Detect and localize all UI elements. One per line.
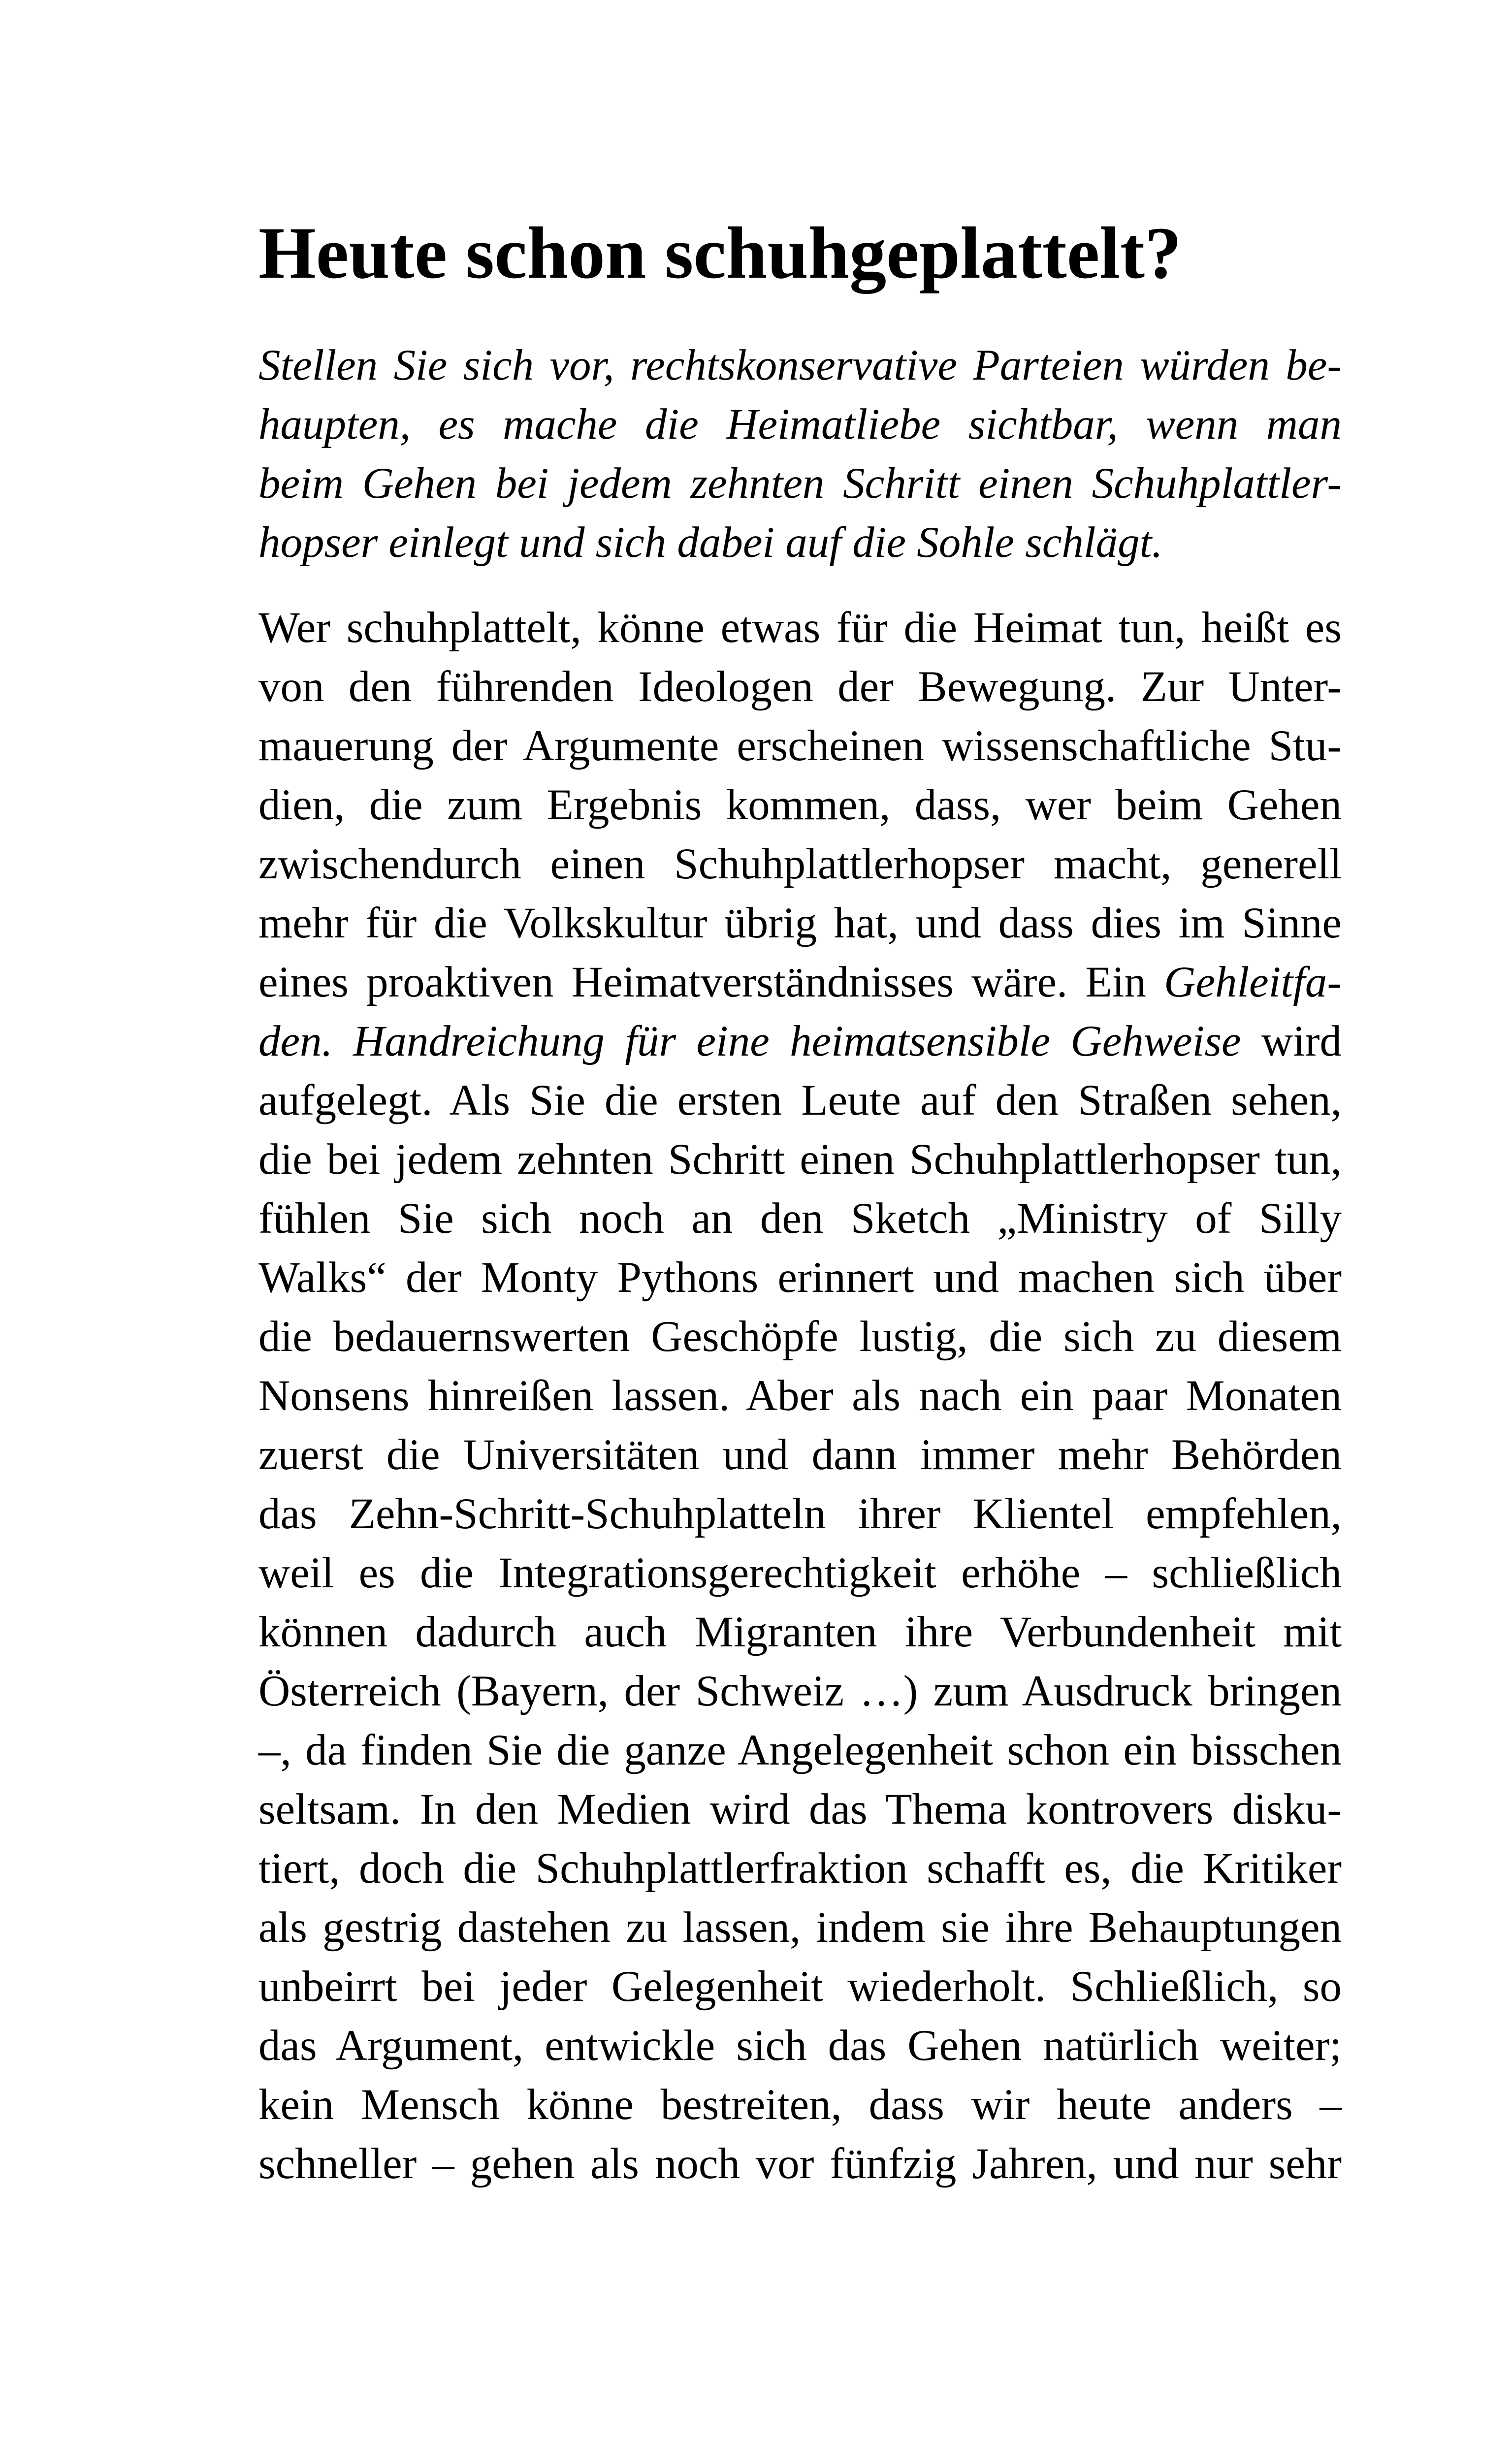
body-line: das Argument, entwickle sich das Gehen natürlich weiter; [258,2022,1342,2070]
body-line: kein Mensch könne bestreiten, dass wir heute anders – [258,2081,1342,2129]
body-line: Nonsens hinreißen lassen. Aber als nach ein paar Monaten [258,1372,1342,1420]
body-line: tiert, doch die Schuhplattlerfraktion schafft es, die Kritiker [258,1844,1342,1893]
body-line: dien, die zum Ergebnis kommen, dass, wer beim Gehen [258,781,1342,829]
body-line: zuerst die Universitäten und dann immer mehr Behörden [258,1431,1342,1479]
body-line: fühlen Sie sich noch an den Sketch „Ministry of Silly [258,1194,1342,1243]
body-line: mehr für die Volkskultur übrig hat, und dass dies im Sinne [258,899,1342,947]
body-line: unbeirrt bei jeder Gelegenheit wiederholt. Schließlich, so [258,1962,1342,2011]
body-line: zwischendurch einen Schuhplattlerhopser macht, generell [258,840,1342,888]
body-line: von den führenden Ideologen der Bewegung. Zur Unter- [258,663,1342,711]
body-line: Österreich (Bayern, der Schweiz …) zum Ausdruck bringen [258,1667,1342,1715]
body-line: Walks“ der Monty Pythons erinnert und machen sich über [258,1254,1342,1302]
intro-line: hopser einlegt und sich dabei auf die Sohle schlägt. [258,518,1163,567]
body-line: seltsam. In den Medien wird das Thema kontrovers disku- [258,1785,1342,1833]
body-line [258,953,1342,1012]
body-text: eines proaktiven Heimatverständnisses wäre. Ein [258,958,1164,1006]
body-line: mauerung der Argumente erscheinen wissenschaftliche Stu- [258,722,1342,770]
book-title-italic: Gehleitfa- [1164,958,1342,1006]
body-line: schneller – gehen als noch vor fünfzig Jahren, und nur sehr [258,2140,1342,2188]
intro-line: beim Gehen bei jedem zehnten Schritt einen Schuhplattler- [258,459,1342,508]
body-line: weil es die Integrationsgerechtigkeit erhöhe – schließlich [258,1549,1342,1597]
intro-line: haupten, es mache die Heimatliebe sichtbar, wenn man [258,400,1342,449]
body-line: als gestrig dastehen zu lassen, indem sie ihre Behauptungen [258,1903,1342,1952]
body-line: die bei jedem zehnten Schritt einen Schuhplattlerhopser tun, [258,1135,1342,1184]
body-line [258,1012,1342,1071]
body-line: das Zehn-Schritt-Schuhplatteln ihrer Klientel empfehlen, [258,1490,1342,1538]
intro-line: Stellen Sie sich vor, rechtskonservative Parteien würden be- [258,341,1342,389]
body-line: –, da finden Sie die ganze Angelegenheit schon ein bisschen [258,1726,1342,1774]
body-line: Wer schuhplattelt, könne etwas für die Heimat tun, heißt es [258,604,1342,652]
chapter-title: Heute schon schuhgeplattelt? [258,212,1182,294]
body-line: aufgelegt. Als Sie die ersten Leute auf den Straßen sehen, [258,1076,1342,1125]
body-text: wird [1241,1017,1342,1065]
book-title-italic: den. Handreichung für eine heimatsensible Gehweise [258,1017,1241,1065]
body-line: die bedauernswerten Geschöpfe lustig, die sich zu diesem [258,1313,1342,1361]
body-line: können dadurch auch Migranten ihre Verbundenheit mit [258,1608,1342,1656]
